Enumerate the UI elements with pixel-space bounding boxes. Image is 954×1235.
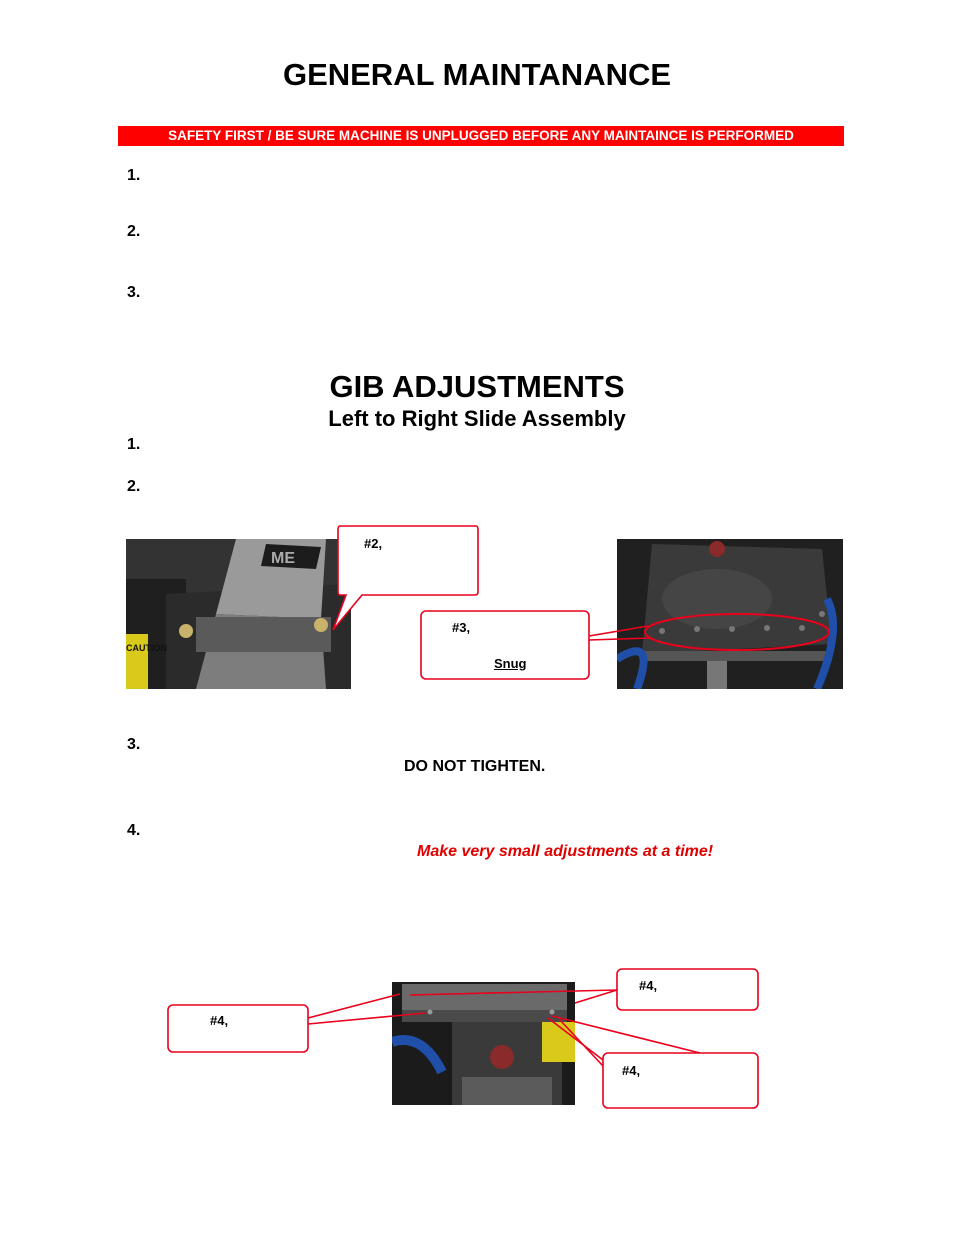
gib-step-2: 2. — [127, 478, 141, 495]
general-step-3: 3. — [127, 284, 141, 301]
callout-3-snug: Snug — [494, 656, 527, 671]
gib-step-1: 1. — [127, 436, 141, 453]
safety-banner: SAFETY FIRST / BE SURE MACHINE IS UNPLUGGED BEFORE ANY MAINTAINCE IS PERFORMED — [118, 126, 844, 146]
callout-4-bottom-label: #4, — [622, 1063, 641, 1078]
callout-2-label: #2, — [364, 536, 383, 551]
gib-step-3: 3. — [127, 736, 141, 753]
vise-logo: ME — [271, 550, 295, 567]
caution-label: CAUTION — [126, 643, 167, 653]
small-adjustments-warning: Make very small adjustments at a time! — [417, 843, 714, 860]
callout-3-label: #3, — [452, 620, 471, 635]
page-title: GENERAL MAINTANANCE — [282, 57, 672, 92]
general-step-2: 2. — [127, 223, 141, 240]
gib-step-4: 4. — [127, 822, 141, 839]
general-step-1: 1. — [127, 167, 141, 184]
gib-subtitle: Left to Right Slide Assembly — [328, 406, 626, 431]
do-not-tighten-note: DO NOT TIGHTEN. — [404, 758, 546, 775]
callout-4-left-label: #4, — [210, 1013, 229, 1028]
gib-title: GIB ADJUSTMENTS — [329, 369, 625, 404]
callout-4-top-label: #4, — [639, 978, 658, 993]
